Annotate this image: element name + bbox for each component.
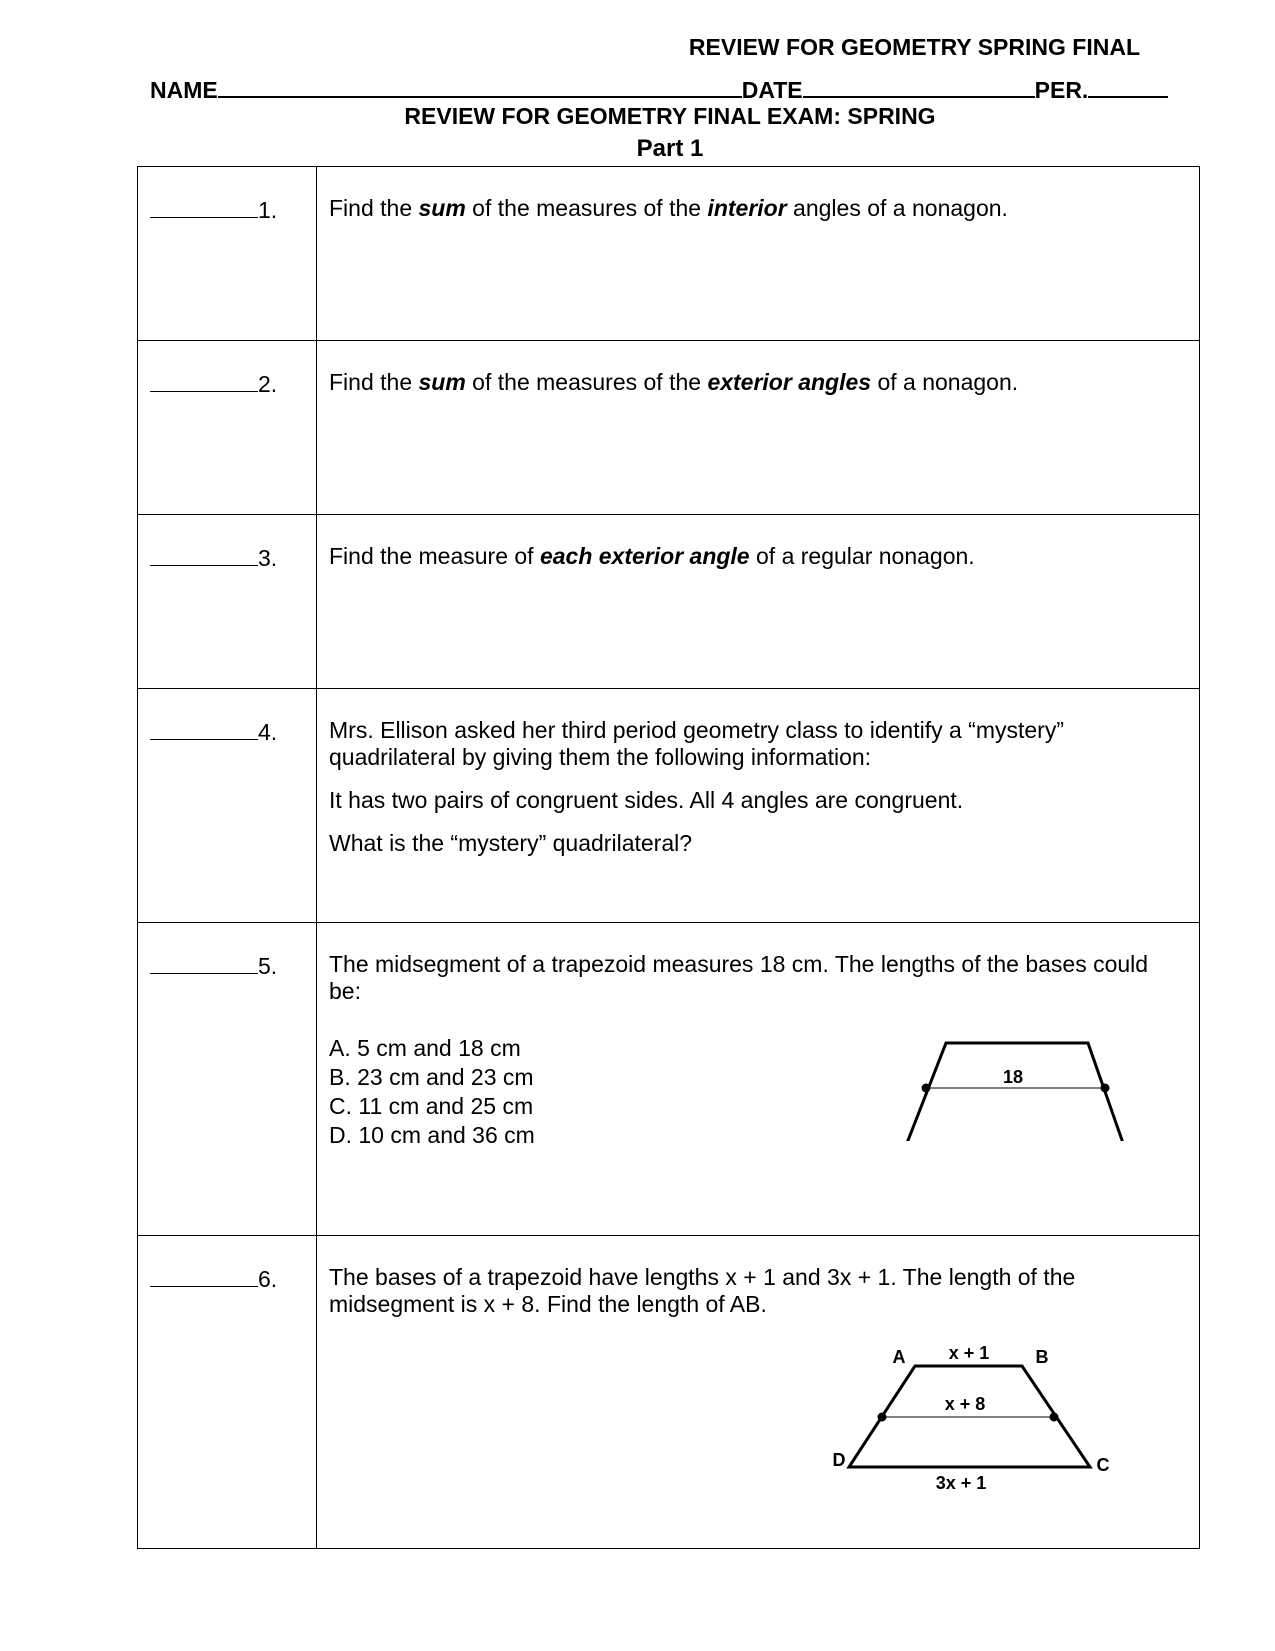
answer-blank-5[interactable] <box>150 953 258 974</box>
question-text-2: Find the sum of the measures of the exterior angles of a nonagon. <box>329 369 1019 395</box>
vertex-b-label: B <box>1035 1347 1049 1367</box>
question-clue-4: It has two pairs of congruent sides. All 4 angles are congruent. <box>329 787 964 813</box>
answer-cell-1 <box>138 167 317 341</box>
question-row-3 <box>138 515 1200 689</box>
midpoint-right <box>1101 1084 1110 1093</box>
emphasis-each-exterior-angle: each exterior angle <box>539 543 750 569</box>
period-blank[interactable] <box>1088 74 1168 98</box>
choice-d: D. 10 cm and 36 cm <box>329 1122 535 1148</box>
question-number-6: 6. <box>258 1266 278 1292</box>
vertex-a-label: A <box>892 1347 906 1367</box>
emphasis-exterior-angles: exterior angles <box>707 369 872 395</box>
midsegment-label: 18 <box>1002 1067 1024 1087</box>
answer-cell-3 <box>138 515 317 689</box>
answer-cell-2 <box>138 341 317 515</box>
question-text-3: Find the measure of each exterior angle of a regular nonagon. <box>329 543 975 569</box>
question-row-4 <box>138 689 1200 923</box>
date-label: DATE <box>741 77 803 103</box>
answer-blank-1[interactable] <box>150 197 258 218</box>
question-text-6: The bases of a trapezoid have lengths x + 1 and 3x + 1. The length of the midsegment is x + 8. Find the length of AB. <box>329 1264 1076 1317</box>
choice-c: C. 11 cm and 25 cm <box>329 1093 534 1119</box>
answer-blank-2[interactable] <box>150 371 258 392</box>
vertex-d-label: D <box>832 1450 846 1470</box>
trapezoid-outline <box>907 1043 1123 1141</box>
trapezoid-figure-6 <box>827 1340 1127 1500</box>
midsegment-label: x + 8 <box>944 1394 986 1414</box>
part-label: Part 1 <box>636 135 704 162</box>
top-base-label: x + 1 <box>948 1343 990 1363</box>
choice-b: B. 23 cm and 23 cm <box>329 1064 534 1090</box>
question-row-6 <box>138 1236 1200 1549</box>
document-top-title: REVIEW FOR GEOMETRY SPRING FINAL <box>688 34 1140 60</box>
question-text-5: The midsegment of a trapezoid measures 18 cm. The lengths of the bases could be: <box>329 951 1149 1004</box>
question-number-1: 1. <box>258 197 278 223</box>
question-text-1: Find the sum of the measures of the interior angles of a nonagon. <box>329 195 1008 221</box>
vertex-c-label: C <box>1096 1455 1110 1475</box>
answer-blank-4[interactable] <box>150 719 258 740</box>
midpoint-left <box>922 1084 931 1093</box>
question-row-1 <box>138 167 1200 341</box>
answer-cell-6 <box>138 1236 317 1549</box>
question-number-3: 3. <box>258 545 278 571</box>
midpoint-right <box>1050 1413 1059 1422</box>
emphasis-interior: interior <box>707 195 787 221</box>
date-blank[interactable] <box>803 74 1035 98</box>
question-cell-6 <box>317 1236 1200 1549</box>
exam-subtitle: REVIEW FOR GEOMETRY FINAL EXAM: SPRING <box>404 103 936 129</box>
question-number-5: 5. <box>258 953 278 979</box>
emphasis-sum: sum <box>418 195 466 221</box>
question-prompt-4: What is the “mystery” quadrilateral? <box>329 830 693 856</box>
answer-blank-6[interactable] <box>150 1266 258 1287</box>
question-number-2: 2. <box>258 371 278 397</box>
student-info-line <box>150 74 1190 104</box>
question-row-5 <box>138 923 1200 1236</box>
question-cell-1 <box>317 167 1200 341</box>
question-cell-2 <box>317 341 1200 515</box>
questions-table <box>137 166 1200 1549</box>
question-number-4: 4. <box>258 719 278 745</box>
name-label: NAME <box>150 77 218 103</box>
bottom-base-label: 3x + 1 <box>935 1473 987 1493</box>
choice-a: A. 5 cm and 18 cm <box>329 1035 521 1061</box>
answer-cell-4 <box>138 689 317 923</box>
emphasis-sum: sum <box>418 369 466 395</box>
question-text-4: Mrs. Ellison asked her third period geometry class to identify a “mystery” quadrilateral by giving them the following information: <box>329 717 1064 770</box>
period-label: PER. <box>1034 77 1089 103</box>
name-blank[interactable] <box>218 74 742 98</box>
question-row-2 <box>138 341 1200 515</box>
trapezoid-figure-5 <box>885 1031 1145 1141</box>
question-cell-5 <box>317 923 1200 1236</box>
answer-blank-3[interactable] <box>150 545 258 566</box>
midpoint-left <box>878 1413 887 1422</box>
answer-cell-5 <box>138 923 317 1236</box>
question-cell-3 <box>317 515 1200 689</box>
question-cell-4 <box>317 689 1200 923</box>
